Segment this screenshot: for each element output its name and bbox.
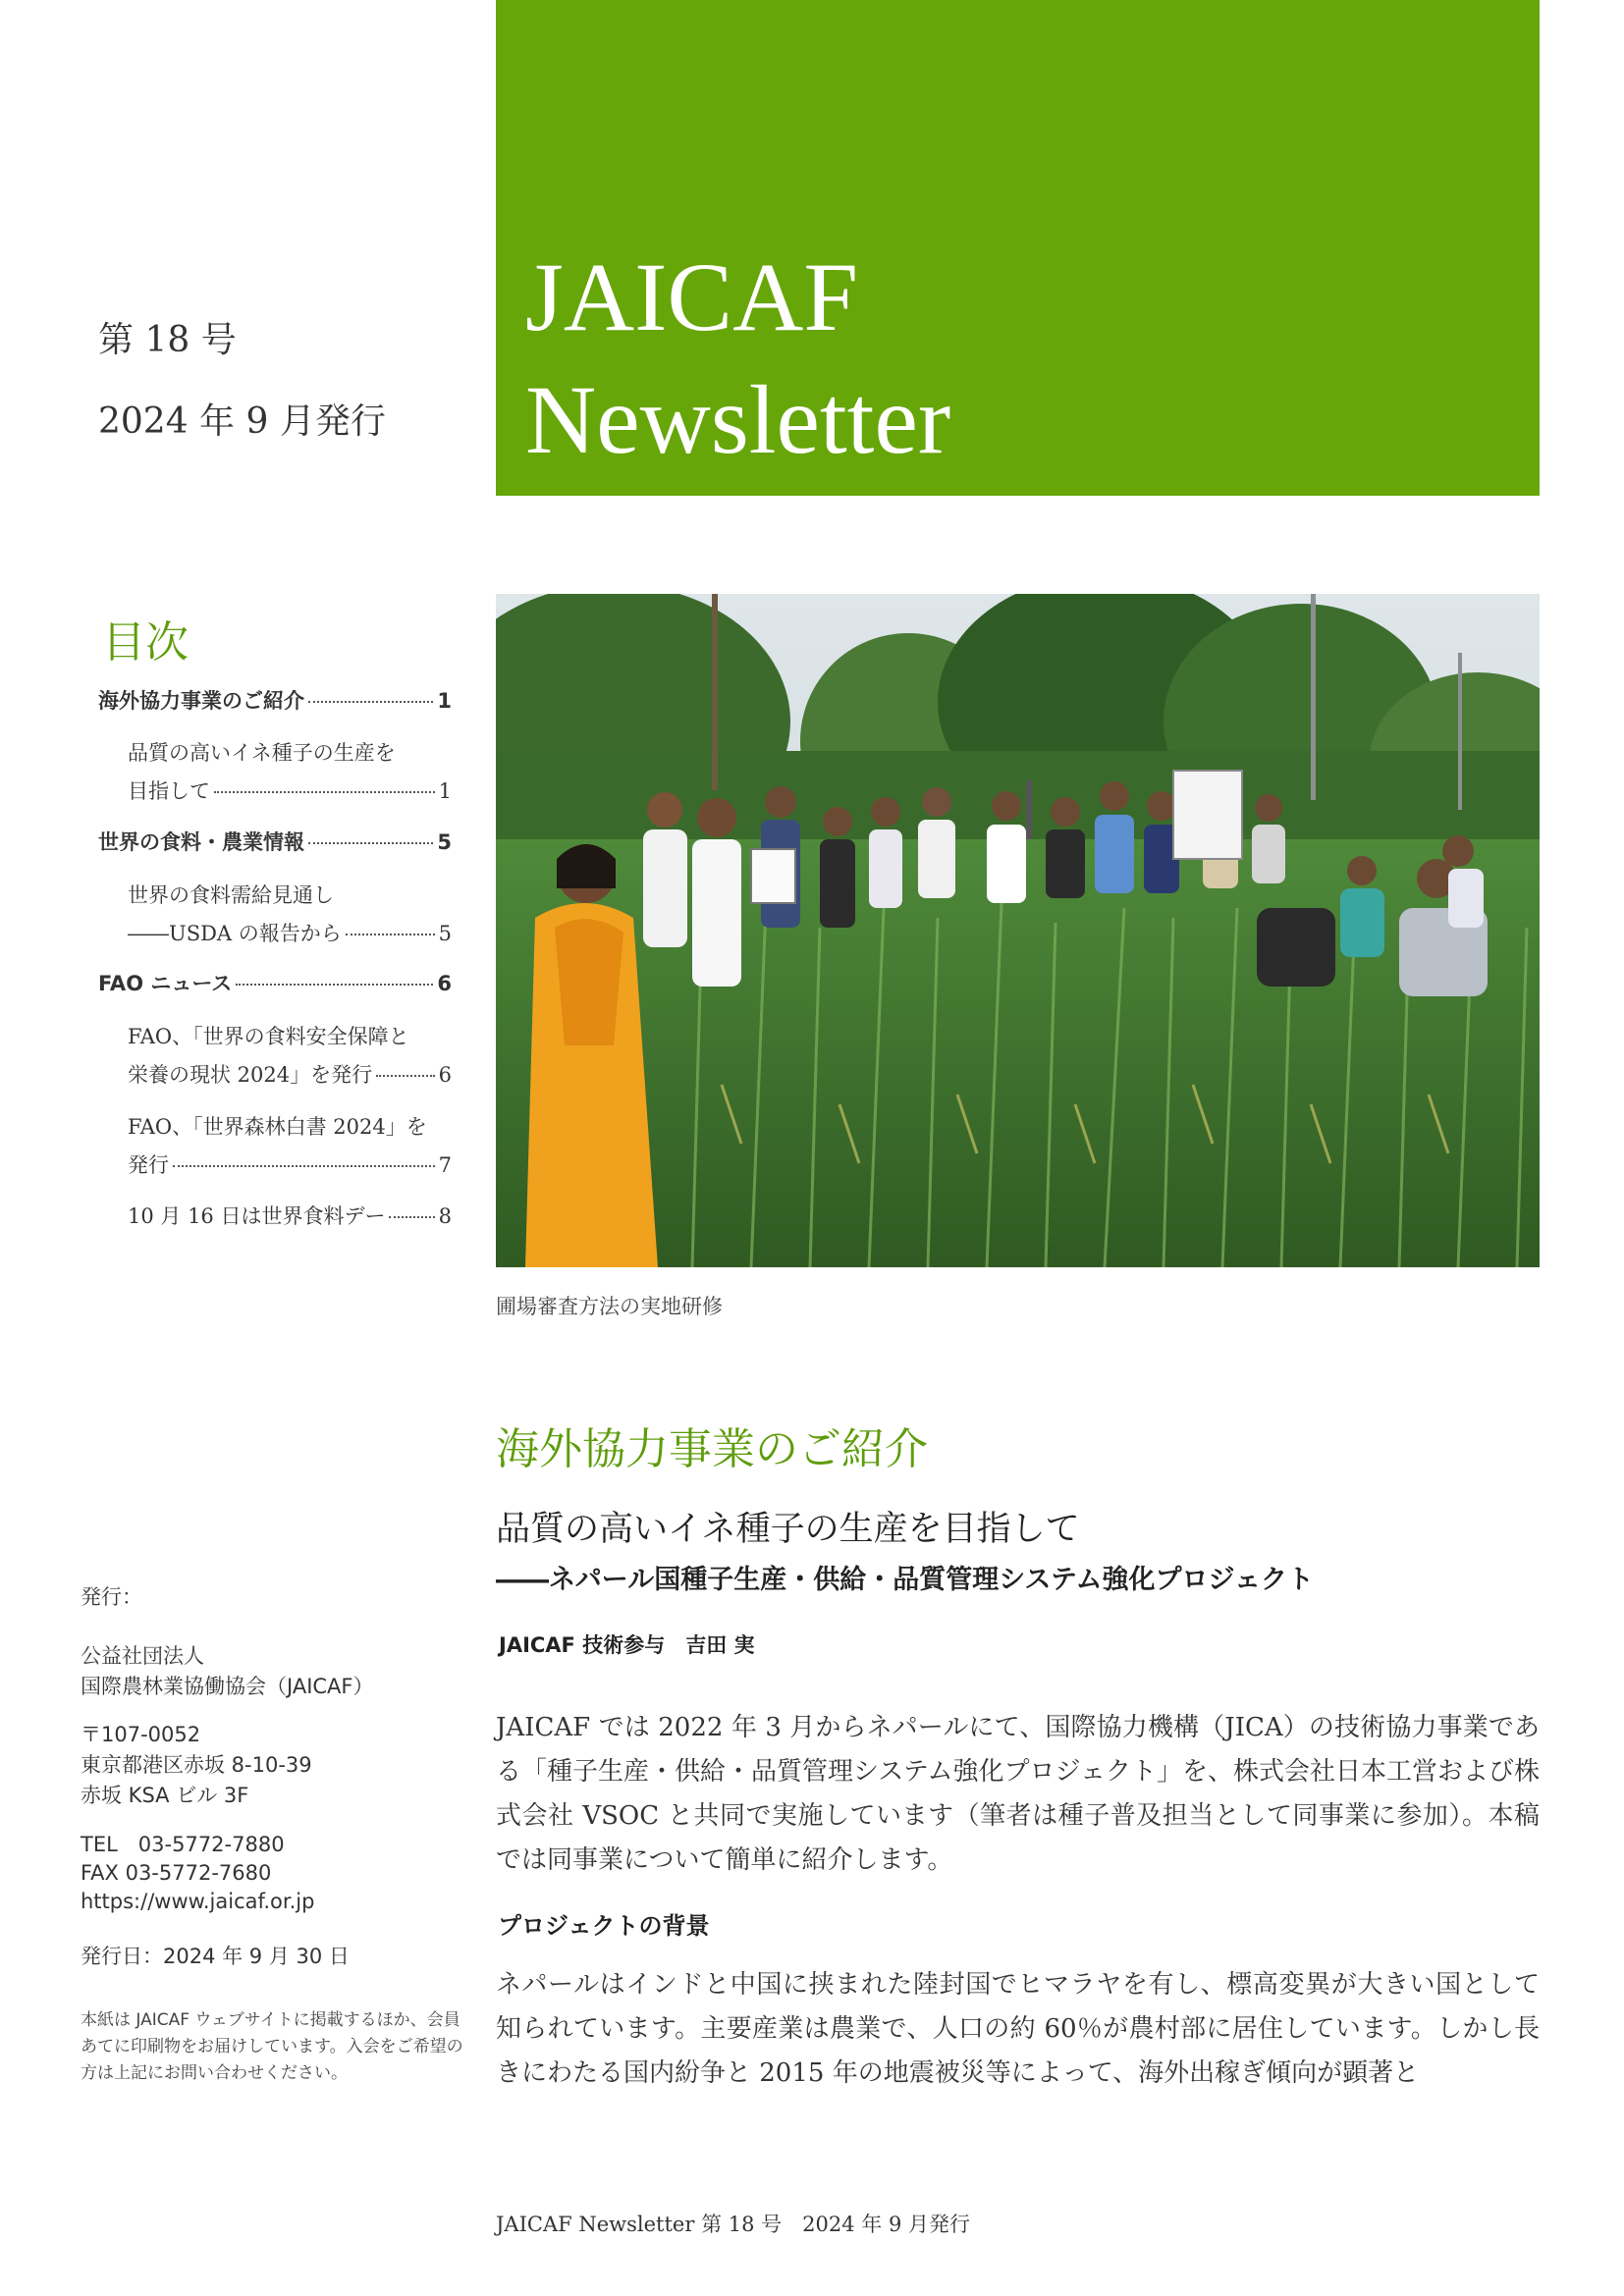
publisher-org [81, 1641, 473, 1702]
toc-entry-label: FAO、「世界の食料安全保障と [128, 1025, 409, 1048]
fax-number: FAX 03-5772-7680 [81, 1861, 272, 1885]
article-paragraph: ネパールはインドと中国に挟まれた陸封国でヒマラヤを有し、標高変異が大きい国として知られています。主要産業は農業で、人口の約 60％が農村部に居住しています。しかし長きにわたる国内紛争と 2015 年の地震被災等によって、海外出稼ぎ傾向が顕著と [496, 1970, 1540, 2088]
toc-entry-label: 品質の高いイネ種子の生産を [128, 741, 396, 765]
toc-entry[interactable] [128, 1108, 452, 1185]
publisher-note: 本紙は JAICAF ウェブサイトに掲載するほか、会員あてに印刷物をお届けしています。入会をご希望の方は上記にお問い合わせください。 [81, 2010, 463, 2083]
article-paragraph: JAICAF では 2022 年 3 月からネパールにて、国際協力機構（JICA）の技術協力事業である「種子生産・供給・品質管理システム強化プロジェクト」を、株式会社日本工営および株式会社 VSOC と共同で実施しています（筆者は種子普及担当として同事業に参加）。本稿では同事業について簡単に紹介します。 [496, 1713, 1540, 1875]
toc-entry[interactable] [98, 827, 452, 856]
publisher-label: 発行： [81, 1585, 142, 1609]
address-line: 赤坂 KSA ビル 3F [81, 1784, 249, 1807]
toc-entry[interactable] [128, 877, 452, 953]
title-line-1: JAICAF [525, 242, 858, 351]
toc-entry-label: 栄養の現状 2024」を発行 [128, 1063, 373, 1087]
toc-entry-page: 6 [438, 1063, 452, 1087]
section-title: 海外協力事業のご紹介 [496, 1424, 928, 1474]
publisher-address [81, 1720, 473, 1811]
toc-entry-page: 5 [438, 922, 452, 945]
page-footer: JAICAF Newsletter 第 18 号 2024 年 9 月発行 [496, 2213, 970, 2236]
toc-entry-label: 発行 [128, 1153, 169, 1177]
toc-entry-label: ――USDA の報告から [128, 922, 342, 945]
toc-entry-label: 10 月 16 日は世界食料デー [128, 1204, 386, 1228]
publisher-org-line: 国際農林業協働協会（JAICAF） [81, 1675, 374, 1698]
toc-entry-label: 世界の食料・農業情報 [98, 830, 304, 854]
toc-entry-page: 1 [438, 779, 452, 803]
toc-entry-label: 世界の食料需給見通し [128, 883, 334, 907]
article-subtitle: ――ネパール国種子生産・供給・品質管理システム強化プロジェクト [496, 1565, 1314, 1595]
toc-entry[interactable] [128, 734, 452, 811]
website-link[interactable]: https://www.jaicaf.or.jp [81, 1890, 315, 1913]
issue-number: 第 18 号 [98, 320, 237, 360]
field-training-photo [496, 594, 1540, 1267]
photo-caption: 圃場審査方法の実地研修 [496, 1295, 723, 1318]
toc-entry[interactable] [128, 1018, 452, 1095]
toc-entry-page: 6 [437, 972, 452, 995]
toc-entry-page: 8 [438, 1204, 452, 1228]
toc-entry-label: 海外協力事業のご紹介 [98, 689, 304, 713]
article-byline: JAICAF 技術参与 吉田 実 [499, 1633, 755, 1657]
toc-entry-label: FAO ニュース [98, 972, 233, 995]
address-line: 東京都港区赤坂 8-10-39 [81, 1753, 312, 1777]
issue-date: 2024 年 9 月発行 [98, 401, 386, 442]
toc-entry[interactable] [98, 685, 452, 715]
toc-entry-page: 5 [437, 830, 452, 854]
toc-entry-page: 1 [437, 689, 452, 713]
publisher-org-line: 公益社団法人 [81, 1644, 204, 1668]
toc-entry[interactable] [128, 1198, 452, 1236]
toc-entry-page: 7 [438, 1153, 452, 1177]
toc-entry[interactable] [98, 968, 452, 997]
toc-entry-label: 目指して [128, 779, 210, 803]
toc-heading: 目次 [102, 617, 189, 667]
publisher-contact [81, 1831, 473, 1916]
title-line-2: Newsletter [525, 365, 951, 474]
toc-entry-label: FAO、「世界森林白書 2024」を [128, 1115, 427, 1139]
article-subheading: プロジェクトの背景 [498, 1912, 710, 1940]
phone-number: TEL 03-5772-7880 [81, 1833, 285, 1856]
issued-date: 発行日：2024 年 9 月 30 日 [81, 1945, 350, 1968]
article-title: 品質の高いイネ種子の生産を目指して [496, 1510, 1080, 1549]
newsletter-title [525, 236, 950, 481]
postal-code: 〒107-0052 [81, 1723, 201, 1746]
